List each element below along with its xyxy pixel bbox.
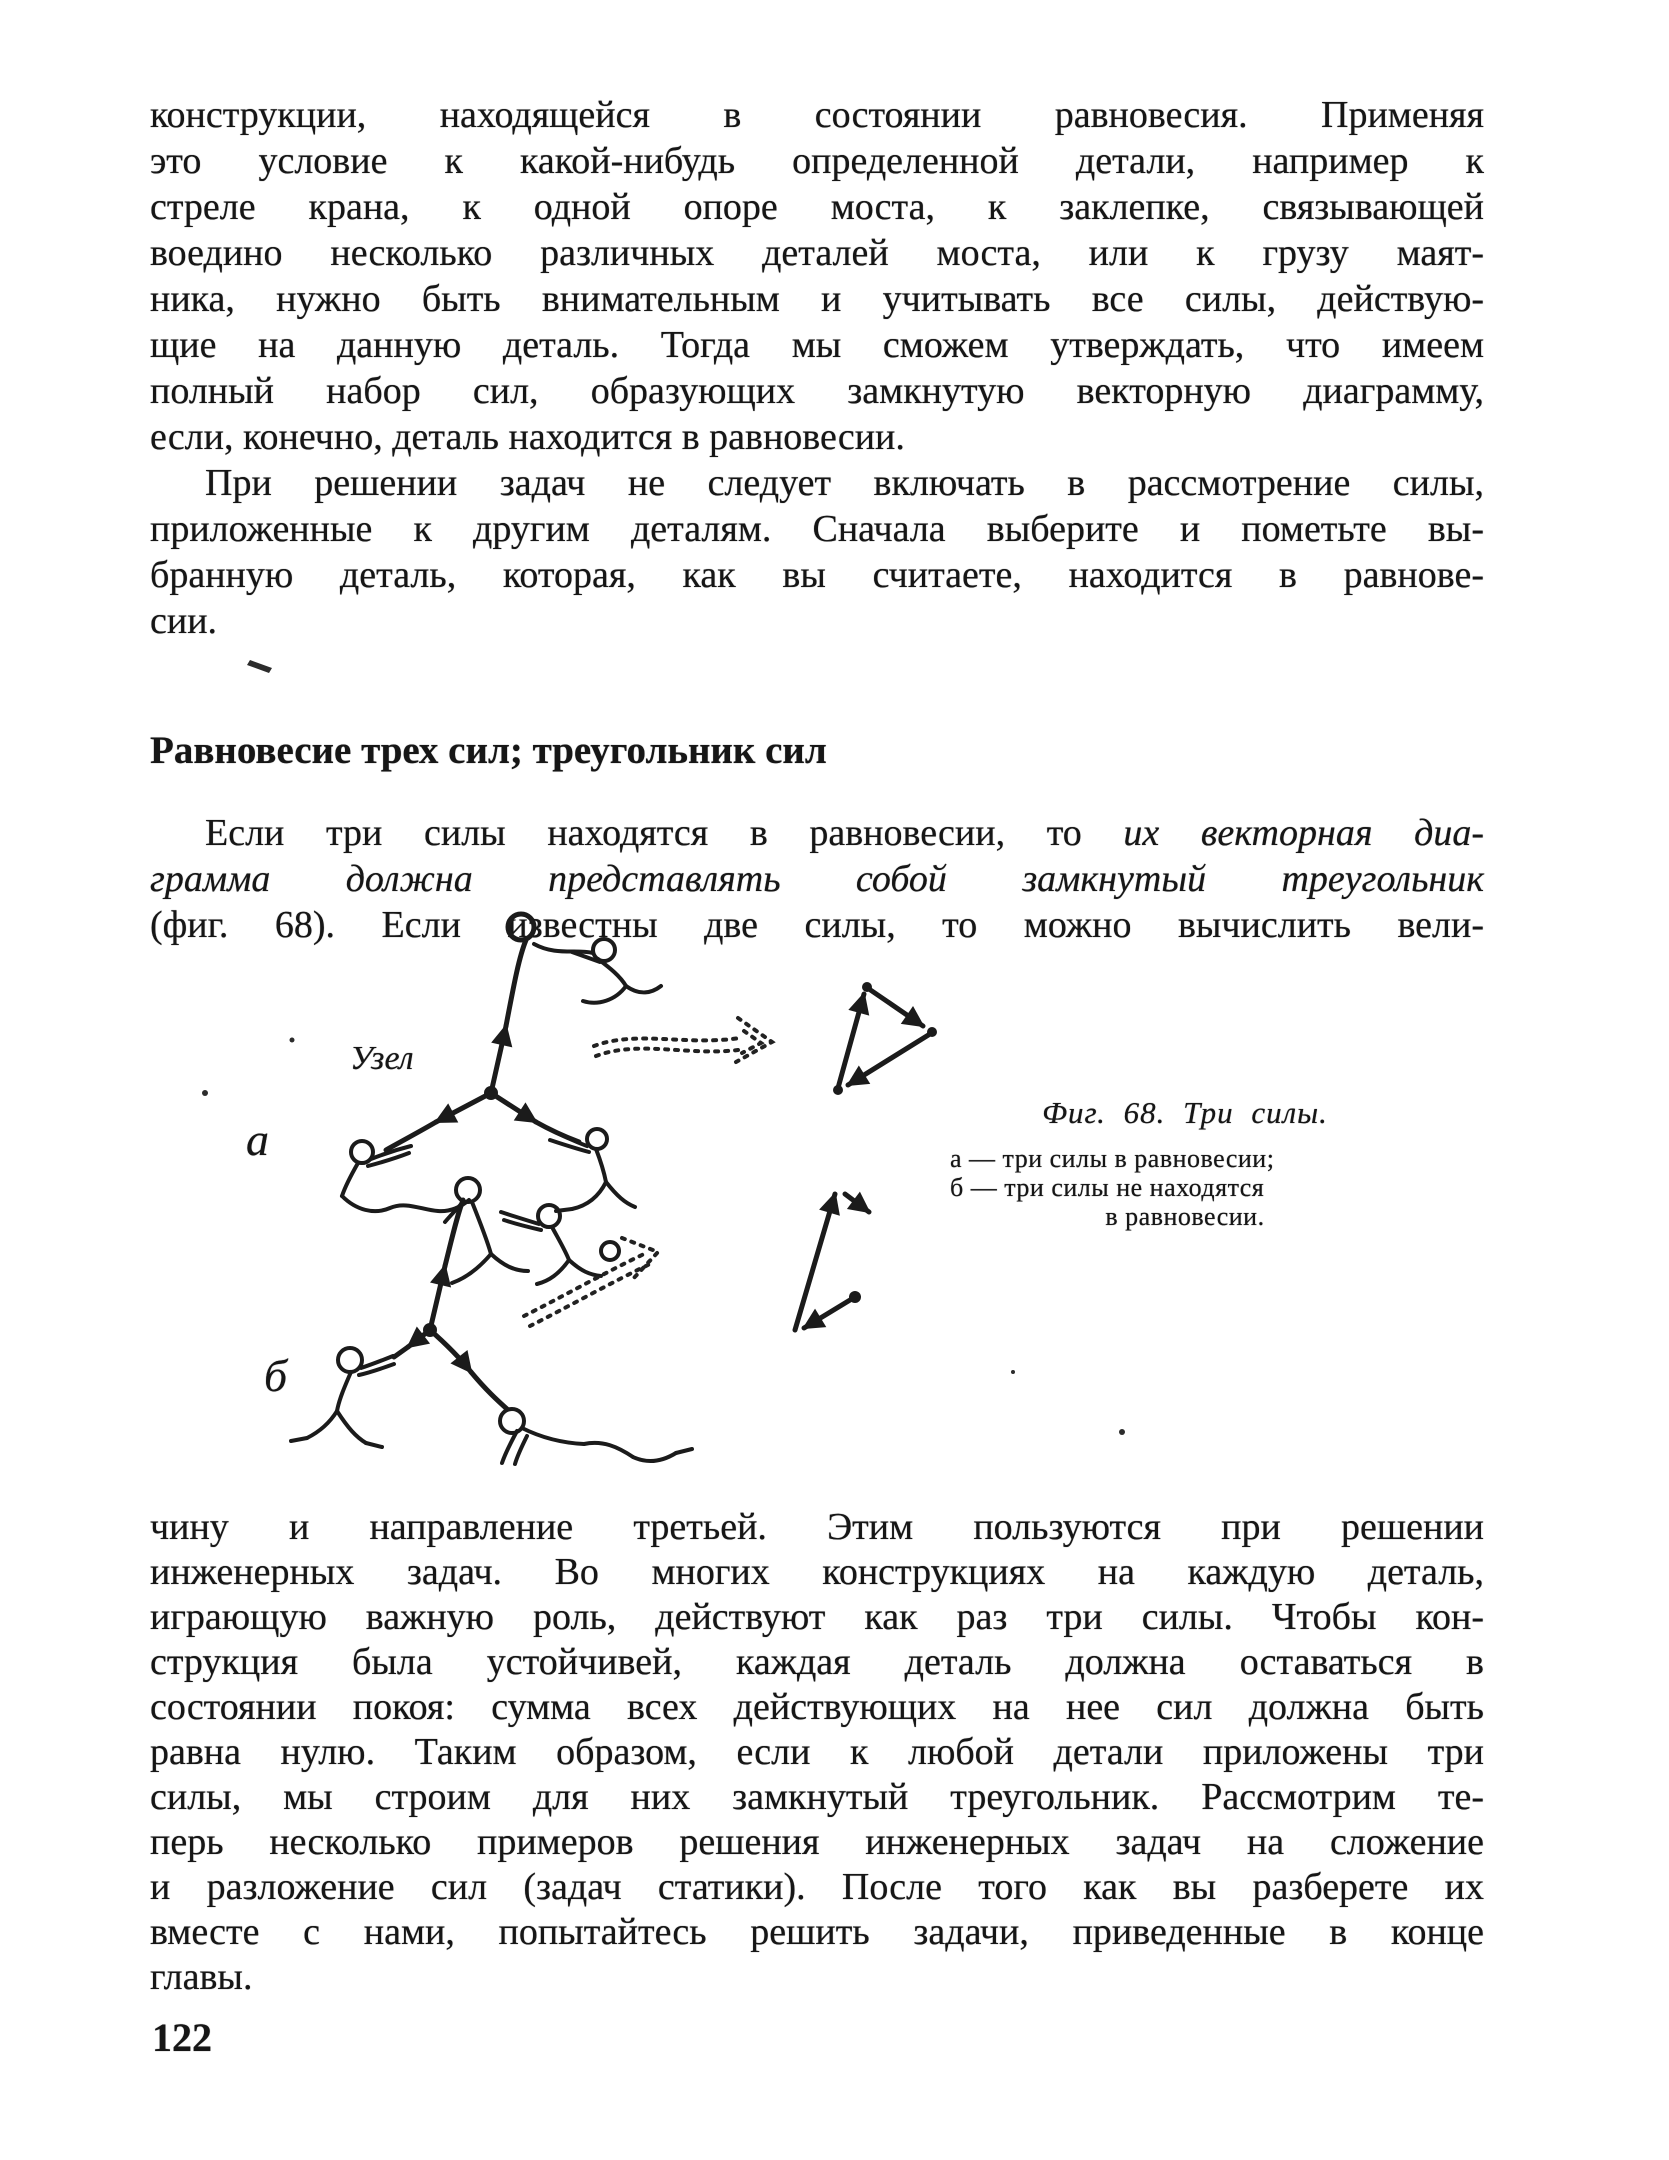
caption-legend	[950, 1144, 1420, 1231]
text-line: чину и направление третьей. Этим пользуются при решении	[150, 1506, 1484, 1548]
text-line: полный набор сил, образующих замкнутую векторную диаграмму,	[150, 370, 1484, 412]
part-a-label: a	[246, 1114, 269, 1165]
part-b-sketch	[291, 1178, 869, 1464]
part-b-label: б	[264, 1350, 288, 1401]
text-line: струкция была устойчивей, каждая деталь должна оставаться в	[150, 1641, 1484, 1683]
text-line: и разложение сил (задач статики). После того как вы разберете их	[150, 1866, 1484, 1908]
text-line: ника, нужно быть внимательным и учитывать все силы, действую-	[150, 278, 1484, 320]
text-line: равна нулю. Таким образом, если к любой детали приложены три	[150, 1731, 1484, 1773]
text-line: главы.	[150, 1956, 253, 1998]
text-line: воедино несколько различных деталей моста, или к грузу маят-	[150, 232, 1484, 274]
stick-figure-left	[342, 1141, 469, 1211]
page-number: 122	[152, 2015, 212, 2060]
stick-figure-top	[534, 939, 661, 1003]
text-line: приложенные к другим деталям. Сначала выберите и пометьте вы-	[150, 508, 1484, 550]
text-line: При решении задач не следует включать в рассмотрение силы,	[205, 462, 1484, 504]
section-heading: Равновесие трех сил; треугольник сил	[150, 729, 827, 772]
text-line: щие на данную деталь. Тогда мы сможем утверждать, что имеем	[150, 324, 1484, 366]
italic-text-run: их векторная диа-	[1123, 812, 1484, 854]
text-line: стреле крана, к одной опоре моста, к заклепке, связывающей	[150, 186, 1484, 228]
stick-figure-right	[547, 1128, 635, 1211]
text-line: играющую важную роль, действуют как раз три силы. Чтобы кон-	[150, 1596, 1484, 1638]
text-run: Если три силы находятся в равновесии, то	[205, 812, 1124, 854]
text-line: вместе с нами, попытайтесь решить задачи, приведенные в конце	[150, 1911, 1484, 1953]
part-a-sketch	[342, 914, 937, 1211]
text-line: конструкции, находящейся в состоянии равновесия. Применяя	[150, 94, 1484, 136]
stick-figure-left-b	[291, 1348, 394, 1447]
text-line: перь несколько примеров решения инженерных задач на сложение	[150, 1821, 1484, 1863]
caption-legend-line: в равновесии.	[1105, 1202, 1265, 1231]
text-line: сии.	[150, 600, 218, 642]
text-line: инженерных задач. Во многих конструкциях на каждую деталь,	[150, 1551, 1484, 1593]
text-line: если, конечно, деталь находится в равновесии.	[150, 416, 905, 458]
stick-figure-crawling-b	[500, 1409, 692, 1464]
text-line: это условие к какой-нибудь определенной детали, например к	[150, 140, 1484, 182]
uzel-label: Узел	[350, 1040, 414, 1077]
open-vector-diagram	[795, 1194, 869, 1330]
text-line: грамма должна представлять собой замкнутый треугольник	[150, 858, 1484, 900]
closed-triangle-diagram	[833, 982, 937, 1095]
text-line: (фиг. 68). Если известны две силы, то можно вычислить вели-	[150, 904, 1484, 946]
stick-figures-top-b	[445, 1178, 619, 1284]
text-line: силы, мы строим для них замкнутый треугольник. Рассмотрим те-	[150, 1776, 1484, 1818]
figure-caption	[950, 1094, 1420, 1231]
text-line: состоянии покоя: сумма всех действующих на нее сил должна быть	[150, 1686, 1484, 1728]
caption-legend-line: б — три силы не находятся	[950, 1173, 1265, 1202]
dotted-arrow-a	[594, 1018, 772, 1062]
caption-title: Фиг. 68. Три силы.	[1042, 1095, 1328, 1130]
paragraph-4	[150, 1505, 1484, 2000]
caption-legend-line: а — три силы в равновесии;	[950, 1144, 1275, 1173]
text-line: бранную деталь, которая, как вы считаете, находится в равнове-	[150, 554, 1484, 596]
